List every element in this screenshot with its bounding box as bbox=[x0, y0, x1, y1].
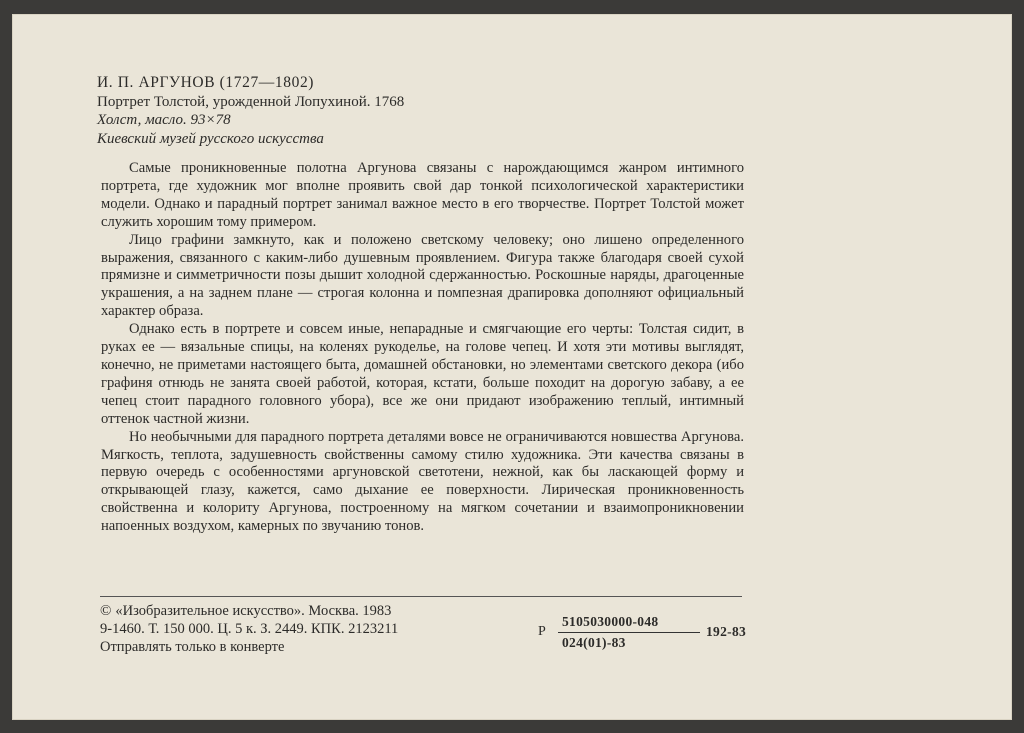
imprint-block bbox=[100, 602, 480, 656]
artist-name: И. П. АРГУНОВ (1727—1802) bbox=[97, 74, 315, 91]
catalog-prefix: Р bbox=[538, 624, 546, 639]
paragraph: Лицо графини замкнуто, как и положено светскому человеку; оно лишено определенного выражения, связанного с каким-либо душевным проявлением. Фигура также благодаря своей сухой прямизне и симметричности позы дышит холодной сдержанностью. Роскошные наряды, драгоценные украшения, а на заднем плане — строгая колонна и помпезная драпировка дополняют официальный характер образа. bbox=[101, 231, 744, 320]
postcard-back bbox=[12, 14, 1012, 720]
artwork-header bbox=[97, 74, 737, 148]
description-text bbox=[101, 160, 744, 536]
divider-line bbox=[100, 596, 742, 597]
artwork-medium: Холст, масло. 93×78 bbox=[97, 112, 231, 128]
mailing-note: Отправлять только в конверте bbox=[100, 639, 285, 655]
publisher-line bbox=[100, 602, 480, 620]
paragraph: Однако есть в портрете и совсем иные, непарадные и смягчающие его черты: Толстая сидит, в руках ее — вязальные спицы, на коленях рукоделье, на голове чепец. И хотя эти мотивы выглядят, конечно, не приметами настоящего быта, домашней обстановки, но элементами светского декора (ибо графиня отнюдь не занята своей работой, которая, кстати, больше походит на дорогую забаву, а ее чепец стоит парадного головного убора), все же они придают изображению теплый, интимный оттенок частной жизни. bbox=[101, 321, 744, 427]
artwork-title: Портрет Толстой, урожденной Лопухиной. 1768 bbox=[97, 93, 405, 110]
print-details: 9-1460. Т. 150 000. Ц. 5 к. З. 2449. КПК. 2123211 bbox=[100, 621, 399, 637]
paragraph: Но необычными для парадного портрета деталями вовсе не ограничиваются новшества Аргунова. Мягкость, теплота, задушевность свойственны самому стилю художника. Эти качества связаны в первую очередь с особенностями аргуновской светотени, нежной, как бы ласкающей форму и открывающей глазу, кажется, само дыхание ее поверхности. Лирическая проникновенность свойственна и колориту Аргунова, построенному на мягком сочетании и взаимопроникновении напоенных воздухом, камерных по звучанию тонов. bbox=[101, 428, 744, 535]
catalog-denominator: 024(01)-83 bbox=[562, 635, 626, 650]
catalog-numerator: 5105030000-048 bbox=[562, 614, 659, 629]
artwork-museum: Киевский музей русского искусства bbox=[97, 130, 324, 147]
paragraph: Самые проникновенные полотна Аргунова связаны с нарождающимся жанром интимного портрета, где художник мог вполне проявить свой дар тонкой психологической характеристики модели. Однако и парадный портрет занимал важное место в его творчестве. Портрет Толстой может служить хорошим тому примером. bbox=[101, 160, 744, 230]
catalog-index bbox=[538, 614, 768, 654]
copyright-icon: © bbox=[100, 603, 112, 619]
catalog-code: 192-83 bbox=[706, 624, 747, 639]
fraction-bar bbox=[558, 632, 700, 633]
publisher-text: «Изобразительное искусство». Москва. 1983 bbox=[115, 603, 392, 619]
